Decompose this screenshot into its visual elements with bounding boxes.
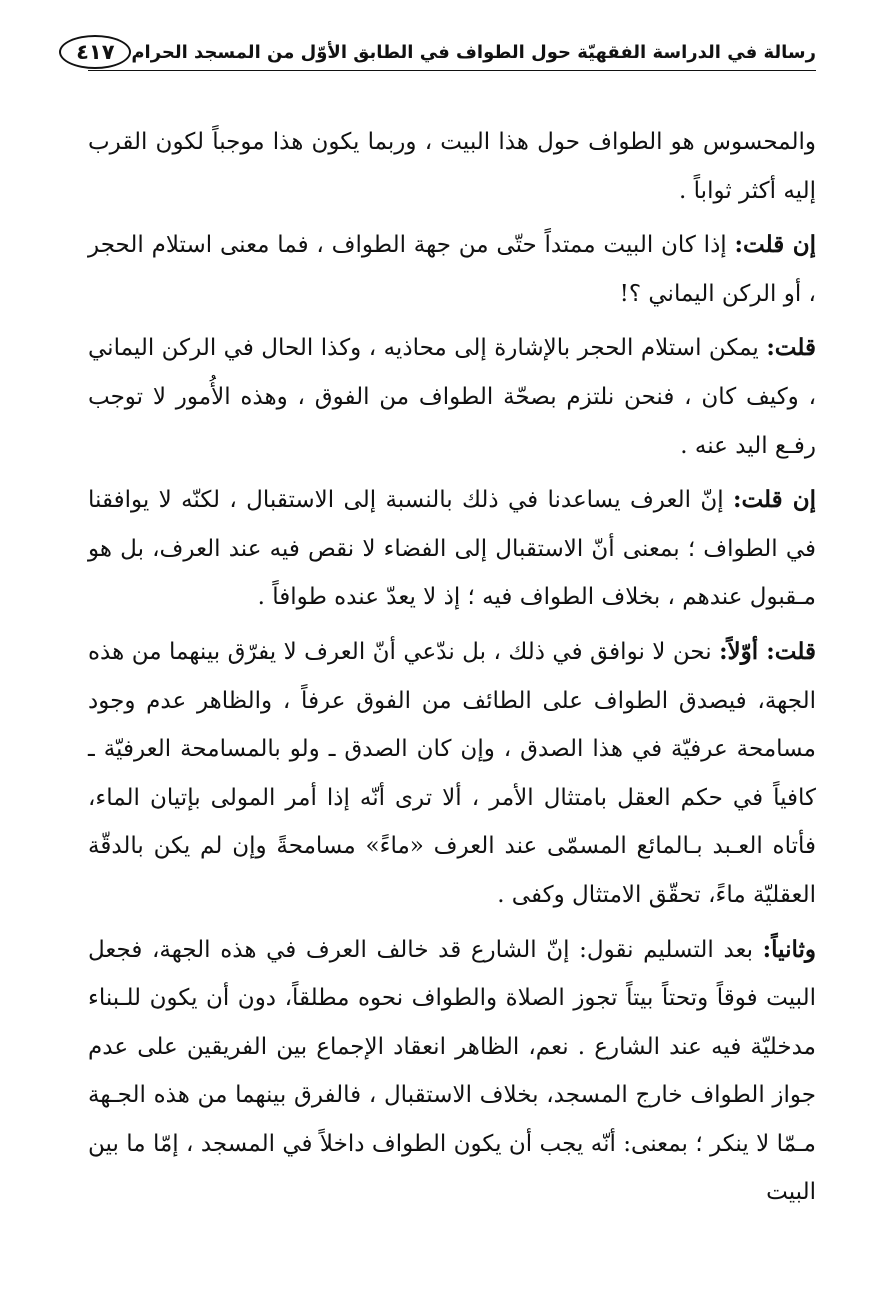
paragraph-text: يمكن استلام الحجر بالإشارة إلى محاذيه ، وكذا الحال في الركن اليماني ، وكيف كان ، فنحن نلتزم بصحّة الطواف من الفوق ، وهذه الأُمور لا توجب رفـع اليد عنه .: [88, 335, 816, 459]
paragraph-text: بعد التسليم نقول: إنّ الشارع قد خالف العرف في هذه الجهة، فجعل البيت فوقاً وتحتاً بيتاً تجوز الصلاة والطواف نحوه مطلقاً، دون أن يكون للـبناء مدخليّة فيه عند الشارع . نعم، الظاهر انعقاد الإجماع بين الفريقين على عدم جواز الطواف خارج المسجد، بخلاف الاستقبال ، فالفرق بينهما من هذه الجـهة مـمّا لا ينكر ؛ بمعنى: أنّه يجب أن يكون الطواف داخلاً في المسجد ، إمّا ما بين البيت: [88, 936, 816, 1206]
paragraph-lead: إن قلت:: [732, 486, 816, 514]
paragraph: [88, 221, 816, 318]
paragraph-lead: قلت: أوّلاً:: [719, 637, 816, 665]
paragraph: [88, 926, 816, 1218]
paragraph: [88, 476, 816, 622]
paragraph: [88, 628, 816, 920]
page-header: [76, 32, 816, 72]
paragraph-text: نحن لا نوافق في ذلك ، بل ندّعي أنّ العرف لا يفرّق بينهما من هذه الجهة، فيصدق الطواف على الطائف من الفوق عرفاً ، والظاهر عدم وجود مسامحة عرفيّة في هذا الصدق ، وإن كان الصدق ـ ولو بالمسامحة العرفيّة ـ كافياً في حكم العقل بامتثال الأمر ، ألا ترى أنّه إذا أمر المولى بإتيان الماء، فأتاه العـبد بـالمائع المسمّى عند العرف «ماءً» مسامحةً وإن لم يكن بالدقّة العقليّة ماءً، تحقّق الامتثال وكفى .: [88, 638, 816, 908]
page-number-badge: ٤١٧: [59, 35, 131, 69]
paragraph-lead: قلت:: [766, 334, 816, 362]
paragraph: [88, 324, 816, 470]
running-title: رسالة في الدراسة الفقهيّة حول الطواف في الطابق الأوّل من المسجد الحرام: [131, 41, 816, 63]
paragraph-text: إذا كان البيت ممتداً حتّى من جهة الطواف ، فما معنى استلام الحجر ، أو الركن اليماني ؟!: [88, 232, 816, 307]
paragraph-lead: وثانياً:: [762, 935, 816, 963]
paragraph: [88, 118, 816, 215]
paragraph-text: والمحسوس هو الطواف حول هذا البيت ، وربما يكون هذا موجباً لكون القرب إليه أكثر ثواباً .: [88, 129, 816, 204]
header-divider: [88, 70, 816, 71]
body-text: [88, 118, 816, 1217]
paragraph-text: إنّ العرف يساعدنا في ذلك بالنسبة إلى الاستقبال ، لكنّه لا يوافقنا في الطواف ؛ بمعنى أنّ الاستقبال إلى الفضاء لا نقص فيه عند العرف، بل هو مـقبول عندهم ، بخلاف الطواف فيه ؛ إذ لا يعدّ عنده طوافاً .: [88, 487, 816, 611]
paragraph-lead: إن قلت:: [734, 231, 816, 259]
